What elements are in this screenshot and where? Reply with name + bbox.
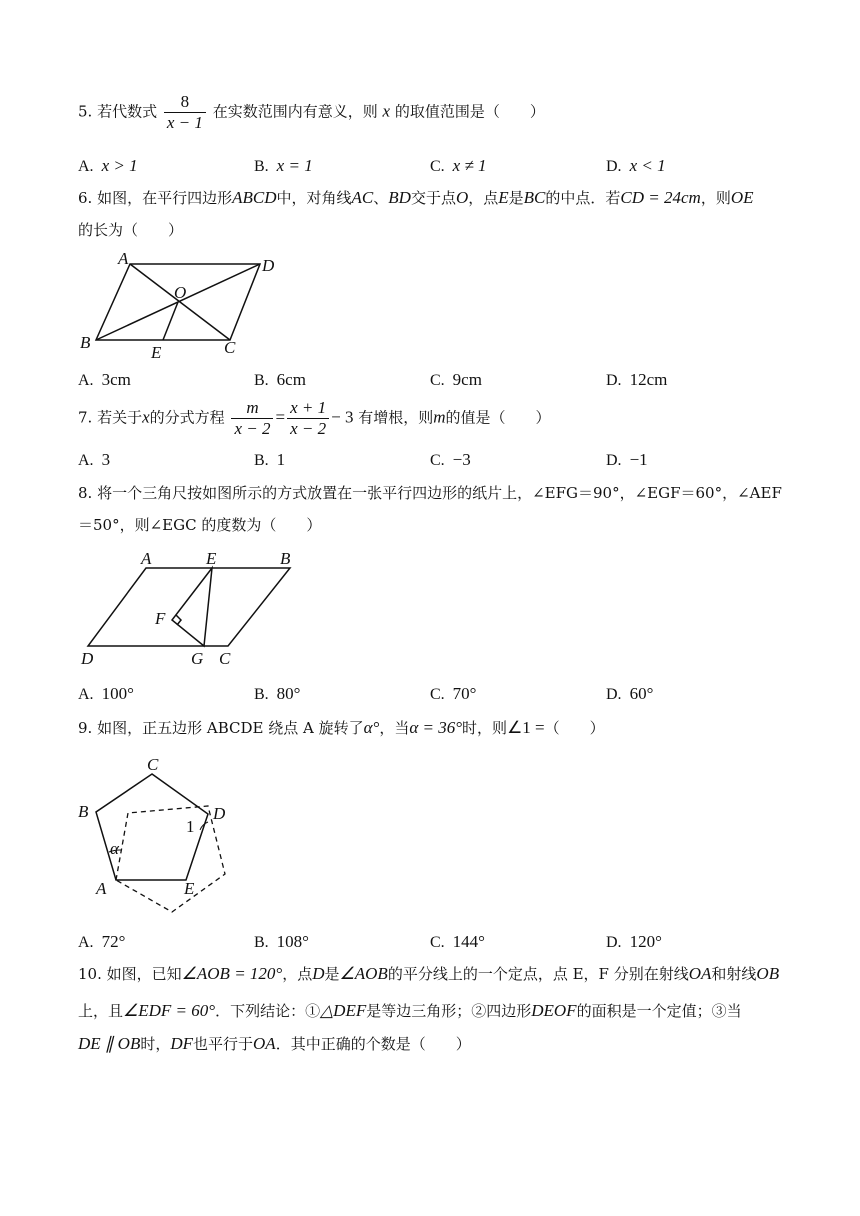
q9-option-c[interactable] (430, 932, 485, 952)
q9-label-alpha: α (110, 839, 119, 858)
q6-option-d[interactable] (606, 370, 667, 390)
q5-options (78, 156, 778, 178)
q9-text: ，当 (379, 719, 410, 737)
q8-parallelogram-figure (78, 548, 298, 668)
q6-text: 是 (508, 189, 524, 207)
q8-stem-line1 (78, 483, 782, 503)
q10-stem-line2 (78, 1001, 742, 1021)
option-label: B. (254, 452, 269, 469)
q6-bc: BC (523, 188, 546, 207)
option-value: 120° (629, 932, 662, 951)
option-label: C. (430, 158, 445, 175)
q9-label-a: A (96, 879, 107, 898)
option-label: B. (254, 372, 269, 389)
q10-deof: DEOF (531, 1001, 577, 1020)
q6-e: E (498, 188, 509, 207)
q7-fraction-1 (231, 398, 273, 439)
q8-text: 将一个三角尺按如图所示的方式放置在一张平行四边形的纸片上，∠EFG＝90°，∠EGF＝60°，∠AEF (97, 484, 782, 502)
q7-number: 7. (78, 408, 93, 427)
q7-fraction-2 (287, 398, 329, 439)
q5-frac-numerator: 8 (164, 92, 206, 113)
q6-text: 的中点．若 (545, 189, 621, 207)
q7-f2-numerator: x + 1 (287, 398, 329, 419)
q10-oa: OA (688, 964, 712, 983)
q6-label-d: D (262, 256, 275, 275)
q10-de-parallel-ob: DE ∥ OB (78, 1034, 141, 1053)
q5-suffix: 的取值范围是（ ） (394, 102, 545, 121)
option-value: x < 1 (629, 156, 666, 175)
q7-f1-denominator: x − 2 (234, 419, 271, 438)
q5-option-b[interactable] (254, 156, 313, 176)
q6-oe: OE (730, 188, 754, 207)
q10-aob2: ∠AOB (339, 964, 388, 983)
q7-stem (78, 398, 551, 439)
option-label: B. (254, 686, 269, 703)
q6-ac: AC (351, 188, 374, 207)
q6-label-o: O (174, 283, 187, 302)
q7-x: x (142, 407, 150, 427)
option-label: C. (430, 686, 445, 703)
option-label: A. (78, 934, 94, 951)
q10-triangle: △DEF (320, 1001, 367, 1020)
option-value: 9cm (452, 370, 482, 389)
option-label: B. (254, 934, 269, 951)
q9-number: 9. (78, 719, 93, 737)
q6-sep: 、 (373, 189, 389, 207)
q6-number: 6. (78, 189, 93, 207)
q8-label-b: B (280, 549, 291, 568)
q6-label-a: A (118, 249, 129, 268)
option-value: 72° (101, 932, 126, 951)
q8-number: 8. (78, 484, 93, 502)
q9-text: 时，则 (462, 719, 508, 737)
q6-text: ，则 (700, 189, 731, 207)
option-label: C. (430, 452, 445, 469)
option-value: 108° (276, 932, 309, 951)
q9-suffix: （ ） (544, 719, 605, 737)
q5-var: x (382, 101, 391, 121)
q10-text: ，点 (282, 965, 313, 983)
q10-text: 的平分线上的一个定点，点 E，F 分别在射线 (387, 965, 689, 983)
q7-m: m (433, 407, 446, 427)
option-value: x = 1 (276, 156, 313, 175)
option-value: 3cm (101, 370, 131, 389)
q6-stem-line2: 的长为（ ） (78, 221, 184, 239)
q8-option-c[interactable] (430, 684, 476, 704)
q9-angle: ∠1 = (507, 718, 545, 737)
q5-frac-denominator: x − 1 (166, 113, 203, 132)
option-value: 3 (101, 450, 111, 469)
q7-minus-three: − 3 (331, 407, 354, 427)
q9-alpha: α° (363, 718, 380, 737)
option-value: 12cm (629, 370, 668, 389)
q7-equals: = (275, 407, 286, 427)
q6-parallelogram-figure (78, 249, 298, 362)
q9-options (78, 932, 778, 954)
q8-label-d: D (81, 649, 94, 668)
q9-stem (78, 718, 605, 738)
option-label: D. (606, 158, 622, 175)
option-value: 70° (452, 684, 477, 703)
option-value: 1 (276, 450, 286, 469)
q8-label-a: A (141, 549, 152, 568)
q9-option-a[interactable] (78, 932, 125, 952)
q10-text: 也平行于 (193, 1035, 254, 1053)
q6-text: ，点 (468, 189, 499, 207)
q9-condition: α = 36° (409, 718, 463, 737)
option-label: A. (78, 686, 94, 703)
option-label: A. (78, 372, 94, 389)
q5-option-c[interactable] (430, 156, 487, 176)
q10-d: D (312, 964, 325, 983)
q10-text: 和射线 (711, 965, 757, 983)
option-label: D. (606, 934, 622, 951)
q5-option-a[interactable] (78, 156, 138, 176)
q6-option-b[interactable] (254, 370, 306, 390)
q10-aob: ∠AOB = 120° (181, 964, 283, 983)
q10-text: 上，且 (78, 1002, 124, 1020)
q8-label-e: E (206, 549, 217, 568)
option-value: 60° (629, 684, 654, 703)
q7-option-c[interactable] (430, 450, 471, 470)
q10-text: 的面积是一个定值；③当 (576, 1002, 742, 1020)
q6-o: O (455, 188, 469, 207)
q5-fraction (164, 92, 206, 133)
option-value: −3 (452, 450, 471, 469)
q10-text: ．下列结论：① (215, 1002, 321, 1020)
q8-option-a[interactable] (78, 684, 134, 704)
q5-number: 5. (78, 102, 93, 121)
q8-label-f: F (155, 609, 166, 628)
q10-text: 是等边三角形；②四边形 (366, 1002, 532, 1020)
q10-text: 如图，已知 (106, 965, 182, 983)
q9-label-c: C (147, 755, 159, 774)
q5-middle: 在实数范围内有意义，则 (212, 102, 378, 121)
option-value: x ≠ 1 (452, 156, 487, 175)
q6-label-b: B (80, 333, 91, 352)
q10-text: 时， (140, 1035, 171, 1053)
option-value: x > 1 (101, 156, 138, 175)
q9-option-b[interactable] (254, 932, 309, 952)
q6-text: 中，对角线 (276, 189, 352, 207)
q6-label-e: E (151, 343, 162, 362)
q10-df: DF (170, 1034, 194, 1053)
q7-text: 的分式方程 (149, 408, 225, 427)
q7-text: 有增根，则 (358, 408, 434, 427)
option-label: D. (606, 686, 622, 703)
q10-stem-line1 (78, 964, 779, 984)
q7-f2-denominator: x − 2 (290, 419, 327, 438)
option-value: 100° (101, 684, 134, 703)
option-value: 80° (276, 684, 301, 703)
q10-ob: OB (756, 964, 780, 983)
q10-stem-line3 (78, 1034, 471, 1054)
q7-option-d[interactable] (606, 450, 648, 470)
option-label: A. (78, 452, 94, 469)
q7-option-b[interactable] (254, 450, 285, 470)
q9-pentagon-figure (72, 752, 252, 922)
option-value: 6cm (276, 370, 306, 389)
q6-text: 交于点 (410, 189, 456, 207)
option-label: A. (78, 158, 94, 175)
q8-options (78, 684, 778, 706)
q6-label-c: C (224, 338, 236, 357)
q8-option-d[interactable] (606, 684, 653, 704)
q9-label-e: E (184, 879, 195, 898)
option-label: D. (606, 372, 622, 389)
q10-text: ．其中正确的个数是（ ） (275, 1035, 471, 1053)
q10-edf: ∠EDF = 60° (123, 1001, 216, 1020)
q6-option-c[interactable] (430, 370, 482, 390)
option-value: −1 (629, 450, 648, 469)
q8-label-c: C (219, 649, 231, 668)
q9-text: 如图，正五边形 ABCDE 绕点 A 旋转了 (97, 719, 364, 737)
q10-number: 10. (78, 965, 102, 983)
option-label: D. (606, 452, 622, 469)
q6-stem-line1 (78, 188, 754, 208)
q5-stem (78, 92, 545, 133)
q9-label-b: B (78, 802, 89, 821)
q8-stem-line2: ＝50°，则∠EGC 的度数为（ ） (78, 516, 322, 534)
q10-text: 是 (324, 965, 340, 983)
q8-label-g: G (191, 649, 204, 668)
q7-f1-numerator: m (231, 398, 273, 419)
q7-suffix: 的值是（ ） (445, 408, 551, 427)
q9-label-d: D (213, 804, 226, 823)
q10-oa2: OA (253, 1034, 276, 1053)
q6-options (78, 370, 778, 392)
q6-bd: BD (388, 188, 411, 207)
q9-option-d[interactable] (606, 932, 662, 952)
q8-option-b[interactable] (254, 684, 300, 704)
q7-text: 若关于 (97, 408, 143, 427)
q7-options (78, 450, 778, 472)
q7-option-a[interactable] (78, 450, 110, 470)
q6-condition: CD = 24cm (620, 188, 701, 207)
q6-abcd: ABCD (232, 188, 277, 207)
q6-option-a[interactable] (78, 370, 131, 390)
option-label: C. (430, 934, 445, 951)
q9-label-one: 1 (186, 817, 195, 836)
q5-prefix: 若代数式 (97, 102, 158, 121)
q5-option-d[interactable] (606, 156, 666, 176)
option-label: C. (430, 372, 445, 389)
option-value: 144° (452, 932, 485, 951)
option-label: B. (254, 158, 269, 175)
q6-text: 如图，在平行四边形 (97, 189, 233, 207)
